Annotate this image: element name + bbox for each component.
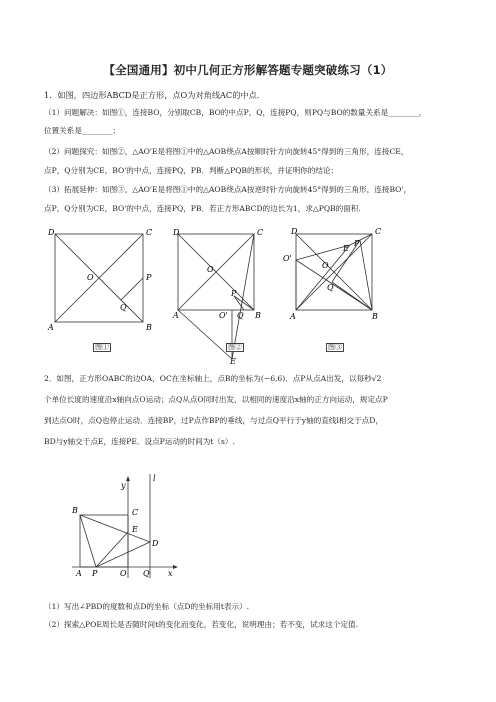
fig1-label-p: P <box>146 273 152 282</box>
fig2-label-a: A <box>173 311 179 320</box>
fig2-label-p: P <box>231 289 237 298</box>
fig2-label-e: E <box>230 357 236 364</box>
fig1-label-a: A <box>48 323 54 332</box>
p2-question-2: （2）探索△POE周长是否随时间t的变化而变化，若变化，说明理由；若不变，试求这个定值. <box>44 620 358 629</box>
fig2-label-q: Q <box>237 311 244 320</box>
p1-line-4: （2）问题探究：如图②，△AO'E是将图①中的△AOB绕点A按顺时针方向旋转45°得到的三角形，连接CE， <box>44 147 409 156</box>
fig1-label-c: C <box>146 228 153 237</box>
fig2-label-b: B <box>255 311 261 320</box>
fig2-label-c: C <box>257 228 264 237</box>
fig4-label-y: y <box>121 481 126 490</box>
figure-2 <box>170 222 280 364</box>
p1-line-6: （3）拓展延伸：如图③，△AO'E是将图①中的△AOB绕点A按逆时针方向旋转45°得到的三角形，连接BO'， <box>44 185 412 194</box>
fig4-label-q: Q <box>143 569 150 578</box>
figure-1 <box>40 222 160 350</box>
fig4-label-d: D <box>152 539 159 548</box>
fig2-label-o-prime: O' <box>219 311 228 320</box>
fig4-label-a: A <box>76 569 82 578</box>
fig3-label-a: A <box>290 312 296 321</box>
page-title: 【全国通用】初中几何正方形解答题专题突破练习（1） <box>103 63 393 77</box>
fig3-label-p: P <box>354 239 360 248</box>
fig3-label-e: E <box>343 244 349 253</box>
p1-line-2: （1）问题解决：如图①，连接BO，分别取CB，BO的中点P，Q，连接PQ，则PQ与BO的数量关系是________， <box>44 108 427 117</box>
fig3-label-o: O <box>322 261 329 270</box>
fig3-label-c: C <box>375 227 382 236</box>
figure-3 <box>282 222 392 334</box>
fig3-label-d: D <box>291 227 298 236</box>
fig4-label-x: x <box>168 569 173 578</box>
caption-fig1: 图① <box>95 343 109 351</box>
p1-line-3: 位置关系是________； <box>44 126 120 135</box>
figure-4 <box>68 470 180 582</box>
caption-fig2: 图② <box>228 343 242 351</box>
fig3-label-q: Q <box>327 283 334 292</box>
fig3-label-b: B <box>372 312 378 321</box>
p2-question-1: （1）写出∠PBD的度数和点D的坐标（点D的坐标用t表示）. <box>44 602 250 611</box>
fig1-label-b: B <box>146 323 152 332</box>
p2-line-2: 个单位长度的速度沿x轴向点O运动；点Q从点O同时出发，以相同的速度沿x轴的正方向运动，规定点P <box>44 395 388 404</box>
fig3-label-o-prime: O' <box>283 254 292 263</box>
p1-line-1: 1．如图，四边形ABCD是正方形，点O为对角线AC的中点. <box>44 90 260 100</box>
fig1-label-q: Q <box>120 303 127 312</box>
fig2-label-o: O <box>207 265 214 274</box>
p2-line-3: 到达点O时，点Q也停止运动．连接BP，过P点作BP的垂线，与过点Q平行于y轴的直线l相交于点D， <box>44 416 383 425</box>
fig4-label-p: P <box>92 569 98 578</box>
fig2-label-d: D <box>173 228 180 237</box>
p1-line-5: 点P，Q分别为CE，BO'的中点，连接PQ，PB．判断△PQB的形状，并证明你的结论； <box>44 166 339 175</box>
p2-line-4: BD与y轴交于点E，连接PE．设点P运动的时间为t（s）. <box>44 437 235 446</box>
fig1-label-o: O <box>87 273 94 282</box>
y-axis-arrow <box>126 476 130 481</box>
p1-line-7: 点P，Q分别为CE，BO'的中点，连接PQ，PB．若正方形ABCD的边长为1，求△PQB的面积. <box>44 204 361 213</box>
fig4-label-l: l <box>153 474 156 483</box>
fig4-label-b: B <box>72 506 78 515</box>
fig4-label-c: C <box>132 508 139 517</box>
p2-line-1: 2．如图，正方形OABC的边OA，OC在坐标轴上，点B的坐标为(−6,6)．点P从点A出发，以每秒√2 <box>44 374 382 383</box>
fig1-label-d: D <box>48 228 55 237</box>
fig4-label-o: O <box>120 569 127 578</box>
caption-fig3: 图③ <box>328 343 342 351</box>
fig4-label-e: E <box>132 525 138 534</box>
x-axis-arrow <box>173 565 178 569</box>
